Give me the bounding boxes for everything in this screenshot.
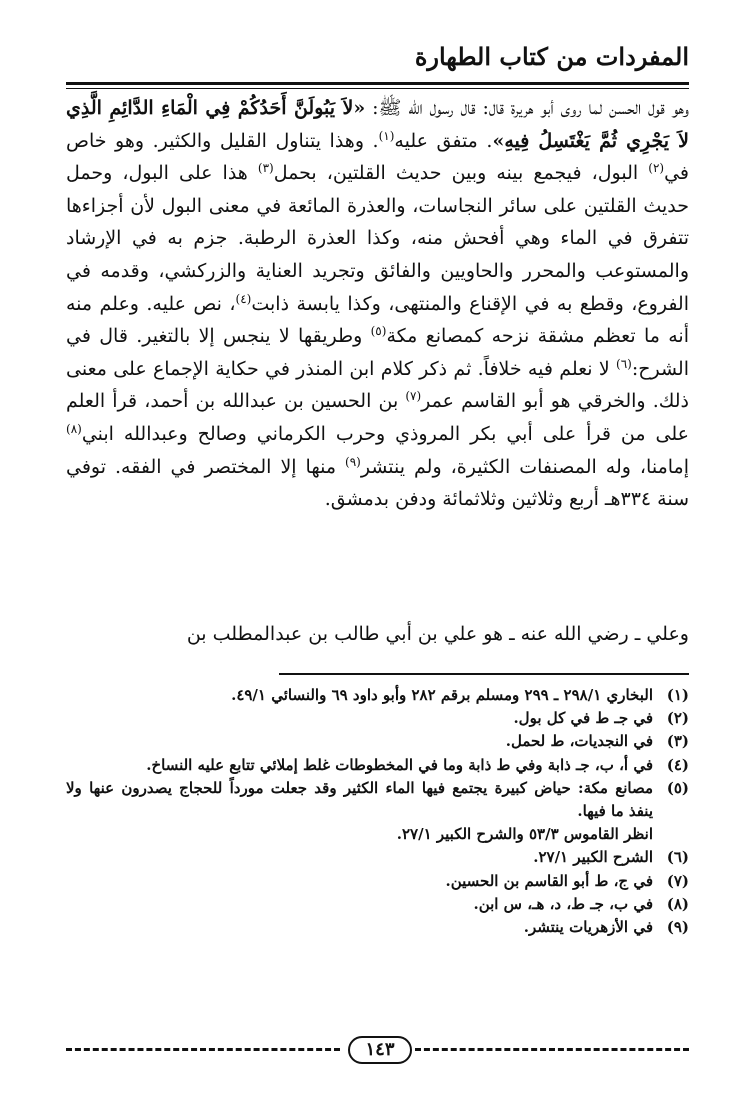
footnote-item bbox=[66, 684, 689, 707]
text-segment: لا نعلم فيه خلافاً. ثم ذكر كلام ابن المنذر في حكاية الإجماع على معنى ذلك. والخرقي هو أبو القاسم عمر bbox=[66, 357, 689, 413]
footnote-ref[interactable]: (٥) bbox=[370, 324, 387, 339]
footnote-item bbox=[66, 870, 689, 893]
main-paragraph bbox=[66, 92, 689, 516]
text-segment: إمامنا، وله المصنفات الكثيرة، ولم ينتشر bbox=[360, 455, 689, 478]
text-segment: البول، فيجمع بينه وبين حديث القلتين، بحمل bbox=[273, 162, 649, 185]
footnote-text: في جـ ط في كل بول. bbox=[513, 709, 653, 728]
text-segment: بن الحسين بن عبدالله بن أحمد، قرأ العلم على من قرأ على أبي بكر المروذي وحرب الكرماني وصالح وعبدالله ابني bbox=[66, 390, 689, 445]
footnote-item bbox=[66, 754, 689, 777]
page-footer bbox=[66, 1036, 689, 1062]
footnote-ref[interactable]: (٤) bbox=[235, 291, 252, 306]
footnote-number: (٣) bbox=[666, 732, 689, 751]
footnote-ref[interactable]: (٢) bbox=[648, 161, 665, 176]
footnote-item bbox=[66, 846, 689, 869]
footnote-number: (٤) bbox=[666, 755, 689, 774]
footnote-text: مصانع مكة: حياض كبيرة يجتمع فيها الماء الكثير وقد جعلت مورداً للحجاج يصدرون عنها ولا ينفذ ما فيها. bbox=[66, 778, 653, 821]
footnote-number: (١) bbox=[666, 686, 689, 704]
footnote-item bbox=[66, 707, 689, 730]
page-number: ١٤٣ bbox=[348, 1036, 412, 1064]
footnote-continuation: انظر القاموس ٥٣/٣ والشرح الكبير ٢٧/١. bbox=[396, 825, 653, 844]
footnote-ref[interactable]: (٣) bbox=[257, 161, 274, 176]
footnote-item bbox=[66, 893, 689, 916]
footer-dashes-left bbox=[66, 1048, 340, 1051]
footnote-text: في أ، ب، جـ ذابة وفي ط ذابة وما في المخطوطات غلط إملائي تتابع عليه النساخ. bbox=[146, 755, 653, 774]
text-segment: منها إلا المختصر في الفقه. توفي سنة ٣٣٤هـ أربع وثلاثين وثلاثمائة ودفن بدمشق. bbox=[66, 455, 689, 511]
footnote-number: (٥) bbox=[666, 778, 689, 797]
footnote-number: (٩) bbox=[666, 918, 689, 937]
footnote-item bbox=[66, 730, 689, 753]
footnote-text: في ج، ط أبو القاسم بن الحسين. bbox=[445, 871, 653, 890]
hadith-quote: «لاَ يَبُولَنَّ أَحَدُكُمْ فِي الْمَاءِ الدَّائِمِ الَّذِي لاَ يَجْرِي ثُمَّ يَغْتَسِلُ فِيهِ» bbox=[66, 97, 689, 152]
footer-dashes-right bbox=[415, 1048, 689, 1051]
footnote-number: (٧) bbox=[666, 871, 689, 890]
footnote-ref[interactable]: (٧) bbox=[405, 389, 422, 404]
second-paragraph: وعلي ـ رضي الله عنه ـ هو علي بن أبي طالب بن عبدالمطلب بن bbox=[186, 623, 689, 645]
footnote-ref[interactable]: (٨) bbox=[66, 421, 82, 436]
text-segment: ، نص عليه. وعلم منه أنه ما تعظم مشقة نزحه كمصانع مكة bbox=[66, 292, 689, 348]
footnote-number: (٦) bbox=[666, 848, 689, 867]
footnote-text: في النجديات، ط لحمل. bbox=[505, 732, 653, 751]
footnote-number: (٢) bbox=[666, 709, 689, 728]
footnote-text: الشرح الكبير ٢٧/١. bbox=[533, 848, 653, 867]
footnote-ref[interactable]: (١) bbox=[378, 128, 395, 143]
footnote-ref[interactable]: (٩) bbox=[345, 454, 361, 469]
text-segment: هذا على البول، وحمل حديث القلتين على سائر النجاسات، والعذرة المائعة في معنى البول لأن أجزاءها تتفرق في الماء وهي أفحش منه، وكذا العذرة الرطبة. جزم به في الإرشاد والمستوعب والمحرر والحاويين والفائق وتجريد العناية والزركشي، وقدمه في الفروع، وقطع به في الإقناع والمنتهى، وكذا يابسة ذابت bbox=[66, 162, 689, 315]
footnote-rule bbox=[279, 673, 689, 675]
footnote-item bbox=[66, 916, 689, 939]
footnote-text: في الأزهريات ينتشر. bbox=[523, 918, 653, 937]
text-segment: وهو قول الحسن لما روى أبو هريرة قال: قال رسول الله ﷺ: bbox=[365, 97, 689, 119]
text-segment: وطريقها لا ينجس إلا بالتغير. قال في الشرح: bbox=[66, 325, 689, 380]
footnote-number: (٨) bbox=[666, 894, 689, 913]
footnote-text: في ب، جـ ط، د، هـ، س ابن. bbox=[473, 894, 653, 913]
footnote-ref[interactable]: (٦) bbox=[616, 356, 632, 371]
footnotes bbox=[66, 684, 689, 939]
footnote-text: البخاري ٢٩٨/١ ـ ٢٩٩ ومسلم برقم ٢٨٢ وأبو داود ٦٩ والنسائي ٤٩/١. bbox=[231, 686, 653, 704]
text-segment: . متفق عليه bbox=[394, 129, 493, 152]
running-header: المفردات من كتاب الطهارة bbox=[414, 42, 689, 71]
footnote-item bbox=[66, 777, 689, 823]
header-rule bbox=[66, 82, 689, 89]
text-segment: . وهذا يتناول القليل والكثير. وهو خاص في bbox=[66, 129, 689, 185]
